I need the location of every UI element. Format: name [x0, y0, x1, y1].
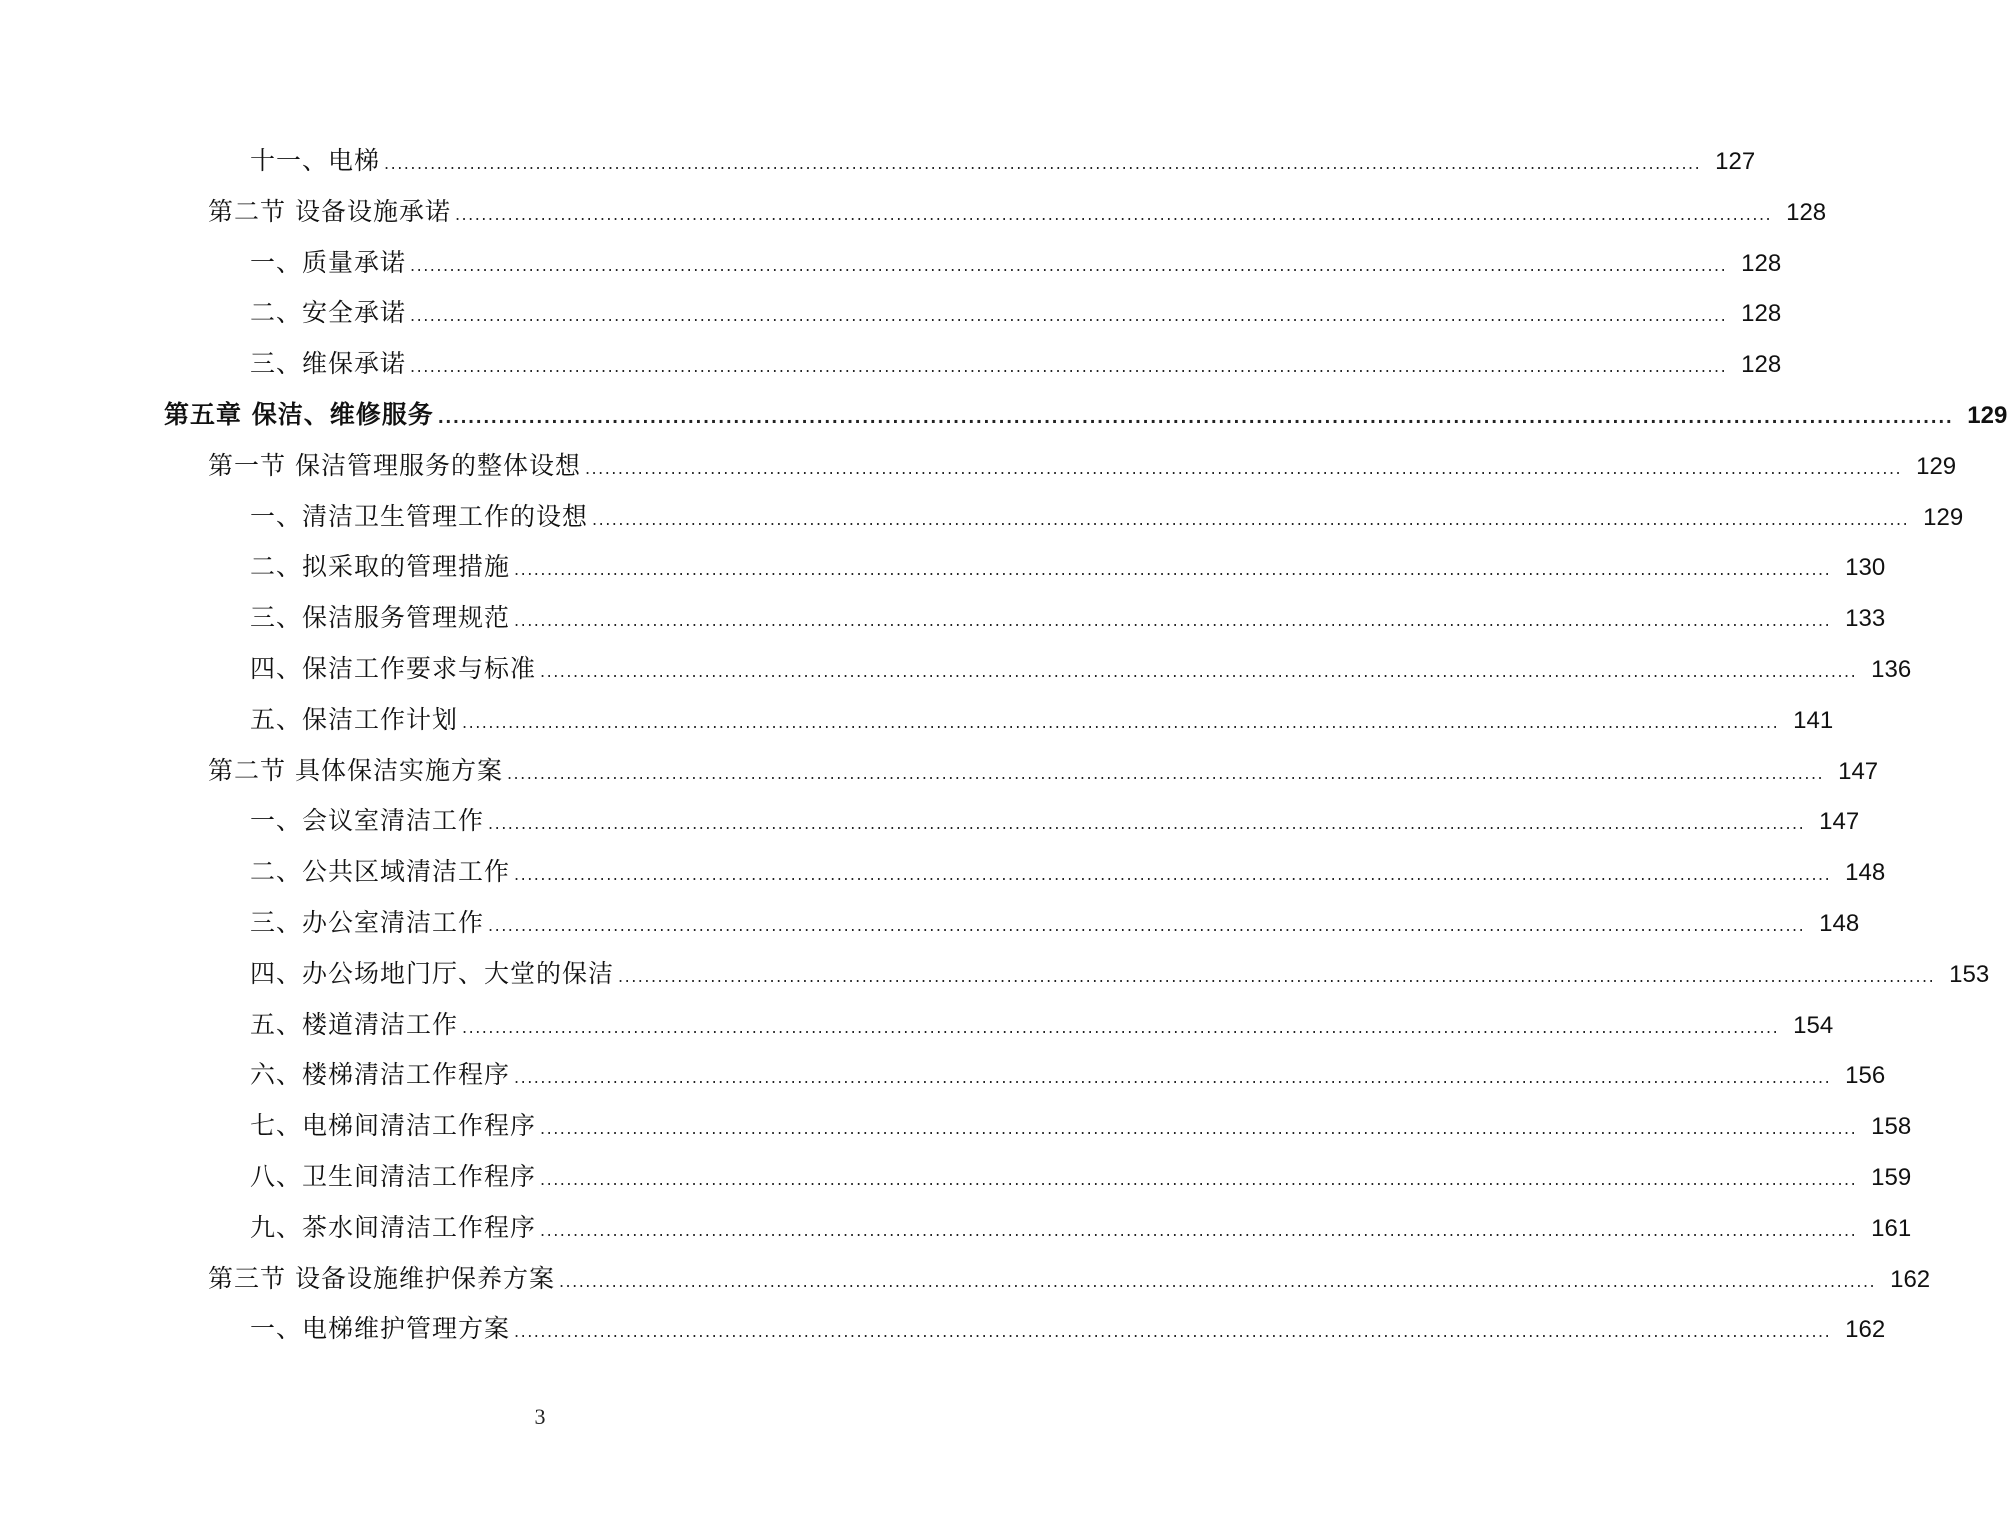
toc-entry-page: 148: [1819, 909, 1860, 937]
toc-entry-page: 162: [1845, 1316, 1886, 1344]
toc-entry-page: 128: [1741, 351, 1782, 379]
toc-entry-title: 十一、电梯: [250, 146, 381, 175]
toc-entry-title: 二、安全承诺: [250, 298, 407, 328]
toc-dot-leader: ........................................................................................................................................................................................................: [540, 1169, 1858, 1189]
toc-dot-leader: ........................................................................................................................................................................................................: [514, 1322, 1832, 1342]
toc-dot-leader: ........................................................................................................................................................................................................: [558, 1271, 1877, 1291]
toc-entry[interactable]: [0, 339, 1782, 390]
toc-entry-page: 141: [1793, 706, 1834, 734]
toc-entry-title: 七、电梯间清洁工作程序: [250, 1111, 537, 1141]
toc-entry-title: 三、办公室清洁工作: [250, 907, 485, 937]
toc-entry-title: 二、拟采取的管理措施: [250, 552, 511, 582]
toc-entry-page: 129: [1916, 452, 1957, 480]
toc-dot-leader: ........................................................................................................................................................................................................: [410, 357, 1728, 377]
toc-dot-leader: ........................................................................................................................................................................................................: [410, 255, 1728, 275]
toc-entry-title: 第三节 设备设施维护保养方案: [208, 1263, 555, 1293]
toc-entry[interactable]: [0, 1203, 1912, 1254]
toc-dot-leader: ........................................................................................................................................................................................................: [584, 458, 1903, 478]
toc-entry-page: 129: [1967, 401, 2007, 429]
toc-entry-title: 一、会议室清洁工作: [250, 806, 485, 836]
toc-dot-leader: ........................................................................................................................................................................................................: [514, 611, 1832, 631]
toc-entry-title: 四、保洁工作要求与标准: [250, 653, 537, 683]
toc-entry-page: 159: [1871, 1163, 1912, 1191]
toc-entry-page: 127: [1715, 148, 1756, 175]
toc-entry[interactable]: [0, 492, 1964, 543]
toc-dot-leader: ........................................................................................................................................................................................................: [514, 560, 1832, 580]
toc-entry-title: 一、清洁卫生管理工作的设想: [250, 501, 589, 531]
toc-entry[interactable]: [0, 593, 1886, 644]
toc-entry[interactable]: [0, 1254, 1931, 1305]
toc-entry-page: 161: [1871, 1214, 1912, 1242]
toc-entry-title: 三、维保承诺: [250, 349, 407, 379]
toc-entry-title: 第二节 具体保洁实施方案: [208, 755, 503, 785]
toc-entry[interactable]: [0, 949, 1990, 1000]
toc-entry[interactable]: [0, 1000, 1834, 1051]
toc-entry-page: 128: [1741, 300, 1782, 328]
toc-entry-title: 第五章 保洁、维修服务: [164, 399, 434, 429]
toc-dot-leader: ........................................................................................................................................................................................................: [410, 306, 1728, 326]
toc-entry-page: 133: [1845, 605, 1886, 633]
toc-entry-page: 162: [1890, 1265, 1931, 1293]
toc-entry-title: 八、卫生间清洁工作程序: [250, 1161, 537, 1191]
toc-dot-leader: ........................................................................................................................................................................................................: [488, 814, 1806, 834]
toc-entry-page: 156: [1845, 1062, 1886, 1090]
toc-dot-leader: ........................................................................................................................................................................................................: [506, 763, 1825, 783]
toc-entry[interactable]: [0, 1050, 1886, 1101]
toc-entry-title: 第一节 保洁管理服务的整体设想: [208, 450, 581, 480]
toc-dot-leader: ........................................................................................................................................................................................................: [462, 1017, 1780, 1037]
toc-entry-title: 第二节 设备设施承诺: [208, 196, 451, 226]
toc-dot-leader: ........................................................................................................................................................................................................: [437, 407, 1954, 427]
toc-entry-page: 147: [1838, 757, 1879, 785]
toc-entry-title: 二、公共区域清洁工作: [250, 857, 511, 887]
toc-entry-page: 136: [1871, 655, 1912, 683]
toc-entry[interactable]: [0, 746, 1879, 797]
toc-entry[interactable]: [0, 644, 1912, 695]
toc-entry[interactable]: [0, 695, 1834, 746]
toc-entry-title: 九、茶水间清洁工作程序: [250, 1212, 537, 1242]
toc-dot-leader: ........................................................................................................................................................................................................: [540, 661, 1858, 681]
toc-entry-title: 一、质量承诺: [250, 247, 407, 277]
toc-entry[interactable]: [0, 390, 2007, 441]
toc-entry[interactable]: [0, 288, 1782, 339]
toc-entry-title: 四、办公场地门厅、大堂的保洁: [250, 958, 615, 988]
toc-dot-leader: ........................................................................................................................................................................................................: [514, 1068, 1832, 1088]
toc-entry-page: 148: [1845, 859, 1886, 887]
toc-entry[interactable]: [0, 136, 1756, 187]
toc-entry-page: 130: [1845, 554, 1886, 582]
toc-entry[interactable]: [0, 898, 1860, 949]
toc-dot-leader: ........................................................................................................................................................................................................: [618, 966, 1936, 986]
toc-entry[interactable]: [0, 1101, 1912, 1152]
toc-entry-page: 147: [1819, 808, 1860, 836]
toc-dot-leader: ........................................................................................................................................................................................................: [488, 915, 1806, 935]
toc-entry-page: 154: [1793, 1011, 1834, 1039]
toc-entry-title: 六、楼梯清洁工作程序: [250, 1060, 511, 1090]
toc-dot-leader: ........................................................................................................................................................................................................: [384, 154, 1702, 173]
toc-entry[interactable]: [0, 1304, 1886, 1355]
toc-entry[interactable]: [0, 1152, 1912, 1203]
toc-entry[interactable]: [0, 542, 1886, 593]
toc-entry[interactable]: [0, 796, 1860, 847]
toc-entry-page: 128: [1741, 249, 1782, 277]
toc-entry[interactable]: [0, 238, 1782, 289]
toc-entry-title: 三、保洁服务管理规范: [250, 603, 511, 633]
toc-dot-leader: ........................................................................................................................................................................................................: [514, 865, 1832, 885]
toc-entry[interactable]: [0, 187, 1827, 238]
toc-dot-leader: ........................................................................................................................................................................................................: [592, 509, 1910, 529]
toc-entry-title: 五、楼道清洁工作: [250, 1009, 459, 1039]
toc-entry-page: 128: [1786, 198, 1827, 226]
page-number: 3: [534, 1404, 546, 1429]
toc-entry[interactable]: [0, 441, 1957, 492]
toc-dot-leader: ........................................................................................................................................................................................................: [462, 712, 1780, 732]
toc-dot-leader: ........................................................................................................................................................................................................: [540, 1220, 1858, 1240]
table-of-contents: [0, 136, 2007, 1355]
toc-dot-leader: ........................................................................................................................................................................................................: [454, 204, 1773, 224]
toc-entry-page: 129: [1923, 503, 1964, 531]
toc-entry-title: 五、保洁工作计划: [250, 704, 459, 734]
toc-entry-title: 一、电梯维护管理方案: [250, 1314, 511, 1344]
toc-dot-leader: ........................................................................................................................................................................................................: [540, 1119, 1858, 1139]
toc-entry-page: 158: [1871, 1113, 1912, 1141]
toc-entry[interactable]: [0, 847, 1886, 898]
toc-entry-page: 153: [1949, 960, 1990, 988]
